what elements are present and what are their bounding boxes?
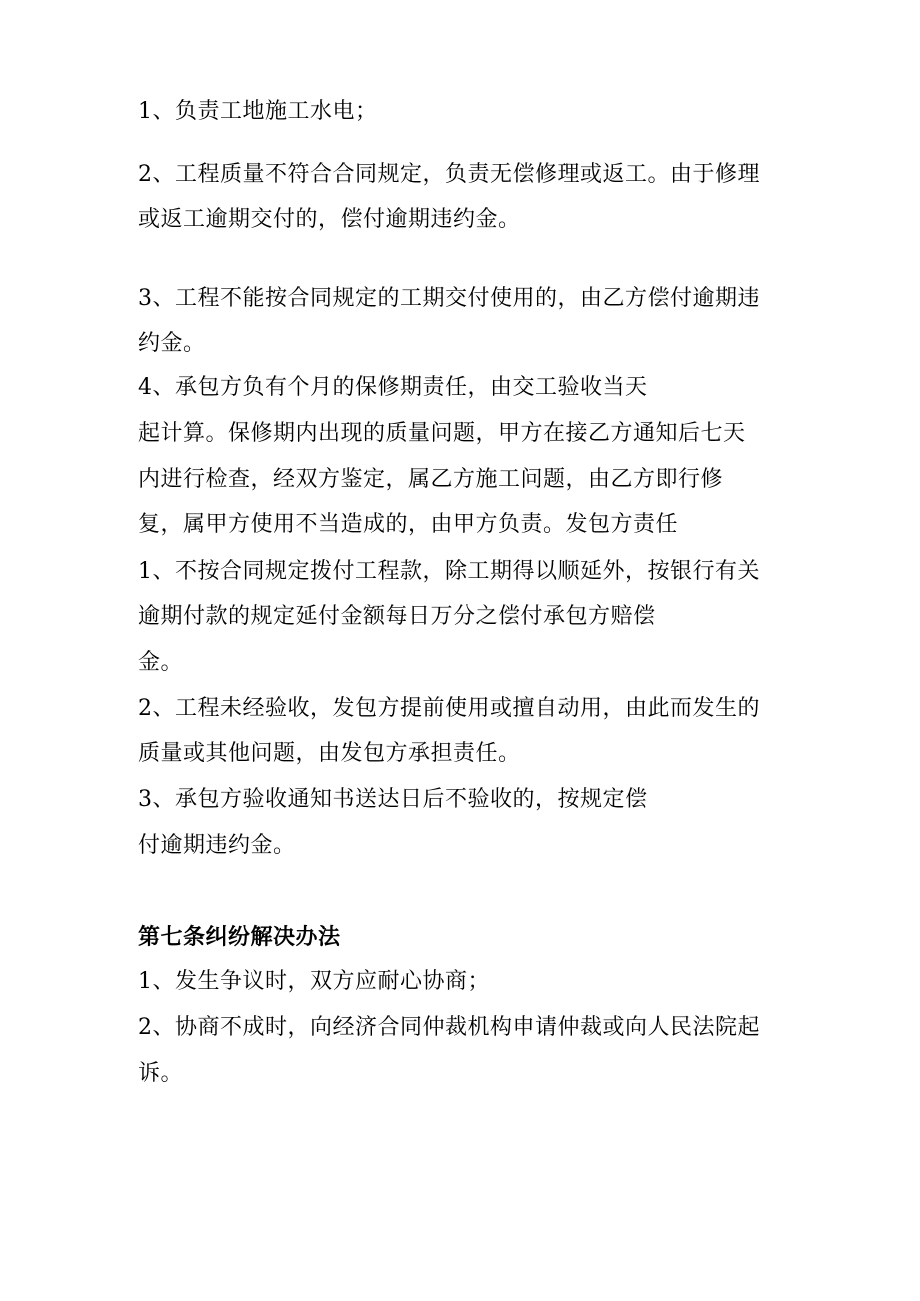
text-line: 1、负责工地施工水电； [138, 99, 378, 124]
text-line: 3、承包方验收通知书送达日后不验收的，按规定偿 [138, 787, 648, 812]
text-line: 质量或其他问题，由发包方承担责任。 [138, 741, 521, 766]
text-line: 内进行检查，经双方鉴定，属乙方施工问题，由乙方即行修 [138, 467, 724, 492]
text-line: 或返工逾期交付的，偿付逾期违约金。 [138, 207, 521, 232]
section-heading: 第七条纠纷解决办法 [138, 925, 341, 950]
text-line: 起计算。保修期内出现的质量问题，甲方在接乙方通知后七天 [138, 421, 746, 446]
text-line: 金。 [138, 650, 184, 675]
text-line: 1、发生争议时，双方应耐心协商； [138, 969, 490, 994]
text-line: 1、不按合同规定拨付工程款，除工期得以顺延外，按银行有关 [138, 559, 760, 584]
text-line: 约金。 [138, 331, 206, 356]
text-line: 2、工程未经验收，发包方提前使用或擅自动用，由此而发生的 [138, 696, 760, 721]
text-line: 诉。 [138, 1061, 184, 1086]
text-line: 复，属甲方使用不当造成的，由甲方负责。发包方责任 [138, 512, 679, 537]
text-line: 付逾期违约金。 [138, 833, 296, 858]
text-line: 逾期付款的规定延付金额每日万分之偿付承包方赔偿 [138, 604, 656, 629]
text-line: 4、承包方负有个月的保修期责任，由交工验收当天 [138, 375, 648, 400]
text-line: 2、协商不成时，向经济合同仲裁机构申请仲裁或向人民法院起 [138, 1015, 760, 1040]
text-line: 2、工程质量不符合合同规定，负责无偿修理或返工。由于修理 [138, 162, 760, 187]
text-line: 3、工程不能按合同规定的工期交付使用的，由乙方偿付逾期违 [138, 286, 760, 311]
